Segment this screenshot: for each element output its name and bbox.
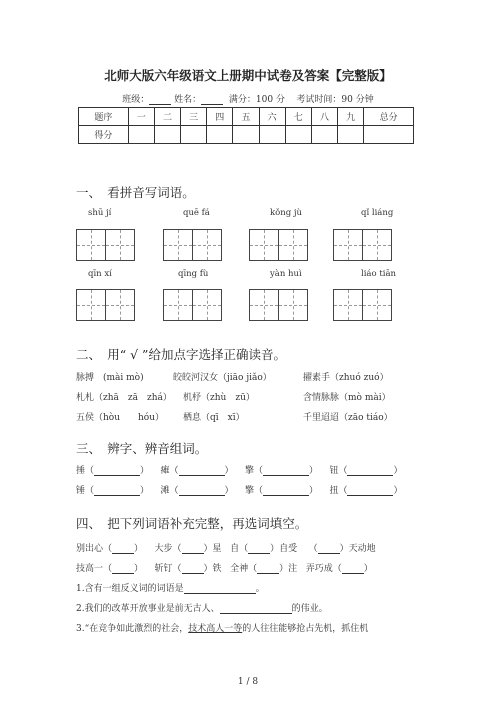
underlined-phrase: 技术高人一等 — [188, 624, 243, 634]
score-cell: 题序 — [79, 108, 129, 126]
answer-blank[interactable] — [112, 564, 134, 574]
paren: ） — [393, 486, 403, 496]
answer-blank[interactable] — [179, 466, 225, 476]
score-label: 得分 — [79, 126, 129, 144]
pinyin: qīng fù — [178, 269, 209, 279]
question-text: 的伟业。 — [291, 604, 328, 614]
word-group-row — [76, 483, 402, 496]
char-prompt: 擎（ — [244, 466, 263, 476]
answer-blank[interactable] — [318, 544, 340, 554]
idiom-part: 技高一（ — [76, 564, 113, 574]
score-input[interactable] — [154, 126, 180, 144]
writing-box[interactable] — [76, 229, 135, 261]
char-prompt: 滩（ — [160, 486, 179, 496]
idiom-part: ） — [134, 564, 144, 574]
score-cell: 七 — [285, 108, 311, 126]
reading-item: 五侯（hòu hóu） — [76, 413, 165, 423]
word-group-row — [76, 463, 402, 476]
question-3 — [76, 621, 368, 634]
paren: ） — [393, 466, 403, 476]
idiom-row — [76, 561, 373, 574]
writing-box[interactable] — [333, 289, 392, 321]
section-1-title: 一、 看拼音写词语。 — [76, 185, 195, 200]
reading-item: 含情脉脉（mò mài） — [303, 393, 391, 403]
idiom-part: ） — [134, 544, 144, 554]
idiom-part: 大步（ — [154, 544, 182, 554]
score-header-row — [79, 108, 414, 126]
score-cell: 一 — [128, 108, 154, 126]
score-cell: 五 — [233, 108, 259, 126]
writing-box[interactable] — [163, 229, 222, 261]
reading-item: 擢素手（zhuó zuó） — [303, 373, 389, 383]
score-cell: 三 — [181, 108, 207, 126]
answer-blank[interactable] — [182, 544, 204, 554]
full-score: 满分：100 分 — [228, 95, 285, 105]
paren: ） — [224, 486, 234, 496]
writing-box[interactable] — [76, 289, 135, 321]
char-prompt: 擎（ — [244, 486, 263, 496]
page-number: 1 / 8 — [237, 677, 259, 687]
section-3-title: 三、 辨字、辨音组词。 — [76, 441, 208, 456]
char-prompt: 钮（ — [329, 466, 348, 476]
question-1 — [76, 581, 265, 594]
paren: ） — [308, 466, 318, 476]
idiom-part: 全神（ — [230, 564, 258, 574]
pinyin: yàn huì — [270, 269, 302, 279]
idiom-part: ）铁 — [203, 564, 222, 574]
class-blank — [149, 96, 171, 105]
class-label: 班级： — [122, 95, 150, 105]
name-blank — [201, 96, 223, 105]
answer-blank[interactable] — [263, 466, 309, 476]
idiom-part: ） — [363, 564, 373, 574]
question-text: 2.我们的改革开放事业是前无古人、 — [76, 604, 220, 614]
answer-blank[interactable] — [342, 564, 364, 574]
idiom-part: ）自受 — [270, 544, 298, 554]
paren: ） — [224, 466, 234, 476]
score-input[interactable] — [285, 126, 311, 144]
answer-blank[interactable] — [179, 486, 225, 496]
answer-blank[interactable] — [112, 544, 134, 554]
score-cell: 六 — [259, 108, 285, 126]
reading-item: 机杼（zhù zū） — [183, 393, 255, 403]
char-prompt: 扭（ — [329, 486, 348, 496]
answer-blank[interactable] — [184, 584, 256, 594]
pinyin: qǐ liáng — [361, 208, 394, 218]
pinyin: quē fá — [183, 208, 210, 218]
section-2-title: 二、 用“ √ ”给加点字选择正确读音。 — [76, 347, 286, 362]
score-cell: 二 — [154, 108, 180, 126]
question-text: 1.含有一组反义词的词语是 — [76, 584, 184, 594]
exam-info — [0, 92, 496, 105]
question-text: 3.“在竞争如此激烈的社会， — [76, 624, 189, 634]
idiom-part: ）星 — [203, 544, 222, 554]
score-input[interactable] — [311, 126, 337, 144]
paren: ） — [308, 486, 318, 496]
section-4-title: 四、 把下列词语补充完整，再选词填空。 — [76, 516, 308, 531]
reading-item: 皎皎河汉女（jiāo jiǎo） — [173, 373, 272, 383]
answer-blank[interactable] — [182, 564, 204, 574]
page-title: 北师大版六年级语文上册期中试卷及答案【完整版】 — [104, 68, 392, 83]
pinyin: kǒng jù — [270, 208, 302, 218]
score-input[interactable] — [233, 126, 259, 144]
exam-time: 考试时间：90 分钟 — [296, 95, 374, 105]
score-input[interactable] — [181, 126, 207, 144]
answer-blank[interactable] — [347, 486, 393, 496]
question-2 — [76, 601, 328, 614]
writing-box[interactable] — [163, 289, 222, 321]
reading-item: 千里迢迢（zāo tiáo） — [303, 413, 393, 423]
writing-box[interactable] — [333, 229, 392, 261]
writing-box[interactable] — [249, 289, 308, 321]
score-input[interactable] — [259, 126, 285, 144]
char-prompt: 锤（ — [76, 486, 95, 496]
question-text: 的人往往能够抢占先机，抓住机 — [242, 624, 369, 634]
paren: ） — [140, 466, 150, 476]
question-text: 。 — [255, 584, 265, 594]
idiom-part: 别出心（ — [76, 544, 113, 554]
score-input[interactable] — [128, 126, 154, 144]
answer-blank[interactable] — [263, 486, 309, 496]
score-cell: 九 — [338, 108, 364, 126]
pinyin: qīn xí — [88, 269, 112, 279]
idiom-row — [76, 541, 376, 554]
reading-item: 栖息（qī xī） — [183, 413, 245, 423]
answer-blank[interactable] — [220, 604, 292, 614]
score-input[interactable] — [364, 126, 414, 144]
score-value-row — [79, 126, 414, 144]
reading-item: 脉搏 (mài mò) — [76, 373, 144, 383]
answer-blank[interactable] — [94, 486, 140, 496]
idiom-part: ）天动地 — [339, 544, 376, 554]
answer-blank[interactable] — [94, 466, 140, 476]
paren: ） — [140, 486, 150, 496]
score-cell: 总分 — [364, 108, 414, 126]
answer-blank[interactable] — [257, 564, 279, 574]
score-table — [78, 107, 414, 144]
name-label: 姓名： — [174, 95, 202, 105]
answer-blank[interactable] — [248, 544, 270, 554]
writing-box[interactable] — [249, 229, 308, 261]
score-input[interactable] — [207, 126, 233, 144]
score-input[interactable] — [338, 126, 364, 144]
score-cell: 八 — [311, 108, 337, 126]
pinyin: liáo tiān — [361, 269, 397, 279]
idiom-part: 斩钉（ — [154, 564, 182, 574]
reading-item: 札札（zhā zā zhá） — [76, 393, 172, 403]
char-prompt: 捶（ — [76, 466, 95, 476]
idiom-part: （ — [308, 544, 318, 554]
answer-blank[interactable] — [347, 466, 393, 476]
idiom-part: ）注 — [279, 564, 298, 574]
pinyin: shū jí — [88, 208, 112, 218]
char-prompt: 瘫（ — [160, 466, 179, 476]
idiom-part: 自（ — [230, 544, 249, 554]
idiom-part: 弄巧成（ — [305, 564, 342, 574]
score-cell: 四 — [207, 108, 233, 126]
